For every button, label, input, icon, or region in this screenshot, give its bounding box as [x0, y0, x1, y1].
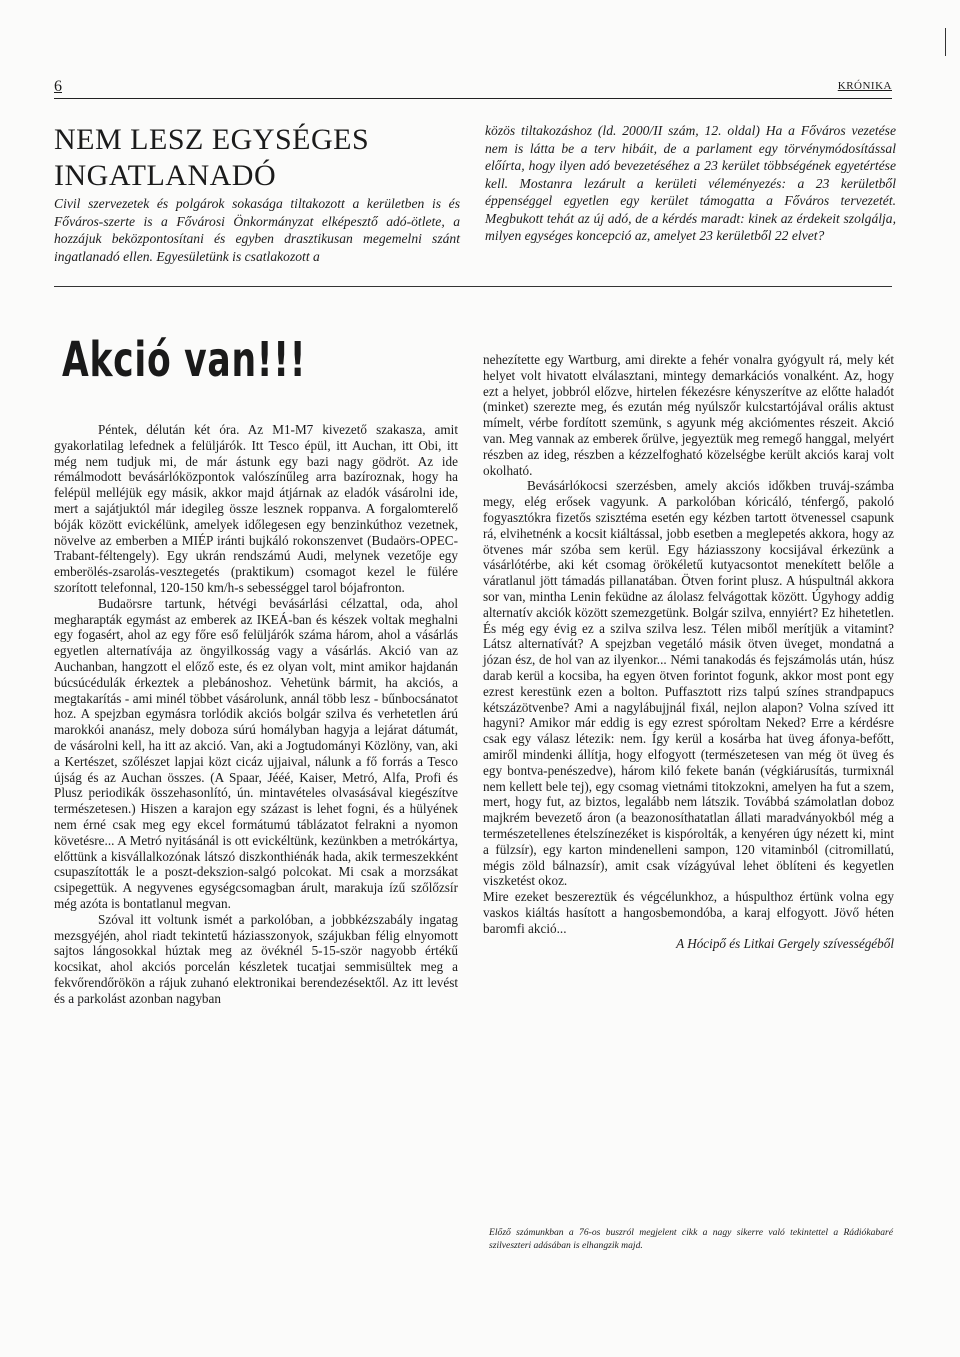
akcio-headline: Akció van!!! [62, 332, 307, 388]
body-column-right [483, 352, 894, 952]
header-rule [54, 98, 892, 99]
body-paragraph: nehezítette egy Wartburg, ami direkte a fehér vonalra gyógyult rá, mely két helyet volt hivatott elválasztani, mintegy demarkációs vonalként. Az, hogy ezt a helyet, jobbról előzve, hirtelen fékezésre kényszerítve az előtte haladót (minket) szerezte meg, és ezután még nyúlszőr kulcstartójával orális aktust mímelt, vérbe fordított szemünk, s agyunk még akciómentes részeit. Akció van. Meg vannak az emberek őrülve, jegyeztük meg remegő hanggal, melyért részben az ideg, részben a kézzelfogható közelségbe került akciós karaj volt okolható. [483, 352, 894, 478]
article-signature: A Hócipő és Litkai Gergely szívességéből [676, 936, 894, 952]
body-paragraph: Szóval itt voltunk ismét a parkolóban, a jobbkézszabály ingatag mezsgyéjén, ahol riadt tekintetű háziasszonyok, szájukban félig elnyomott sajtos lángosokkal húztak meg az övéknél 5-15-ször nagyobb értékű kocsikat, ahol akciós porcelán készletek tucatjai semmisültek meg a fekvőrendőrökön a rájuk zuhanó elektronikai berendezésektől. Az itt levést és a parkolást azonban nagyban [54, 911, 458, 1006]
body-paragraph: Bevásárlókocsi szerzésben, amely akciós időkben truváj-számba megy, elég erősek vagyunk. A parkolóban kóricáló, ténfergő, pakoló fogyasztókra fizetős szisztéma esetén egy kézben tartott ötvenessel csapunk rá, elvihetnénk a kocsit kiáltással, jobb esetben a meglepetés akkora, hogy az ötvenes már szóba sem kerül. Egy háziasszony kocsijával érkezünk a vásárlótérbe, aki két csomag örökéletű kutyacsontot menekített belőle a váratlanul jött támadás pillanatában. Ötven forint plusz. A húspultnál akkora sor van, mintha Lenin feküdne az álolasz felvágottak között. Úgyhogy addig alternatív akciók között szemezgetünk. Bolgár szilva, ennyiért? Ez hihetetlen. És még egy évig ez a szilva szilva lesz. Télen miből merítjük a vitamint? Látsz alternatívát? A spejzban vegetáló másik ötven üveget, mondatná a józan ész, de hol van az ilyenkor... Némi tanakodás és fejszámolás után, húsz darab kerül a kocsiba, ha egyen ötven forintot fogunk, akkor most pont egy ezrest kerestünk ezen a bolton. Puffasztott rizs talpú színes strandpapucs kétszázötvenbe? Ami a nagylábujjnál fixál, nejlon alapon? Volna szíved itt hagyni? Amikor már eddig is egy ezrest spóroltam Neked? Erre a kérdésre csak egy válasz létezik: nem. Így kerül a kosárba hat üveg áfonya-befőtt, amiről mindenki állítja, hogy elfogyott (természetesen van még öt üveg és egy bontva-penészedve), három kiló fekete banán (végkiárusítás, turmixnál nem kellett bele tej), egy csomag vietnámi titokzokni, amelyen ha fut a szem, mert, hogy fut, az biztos, legalább nem látszik. Továbbá számolatlan doboz majkrém bevezető áron (a beazonosíthatatlan állati maradványokból még a természetellenes ételszínezéket is kispórolták, a kenyéren úgy nézett ki, mint a fülzsír), egy karton mindenelleni sampon, 120 vitaminból (citromillatú, mégis zöld bálnazsír), amit csak vízágyúval lehet öblíteni és kegyetlen viszketést okoz. [483, 478, 894, 889]
section-divider [54, 286, 892, 287]
body-paragraph: Mire ezeket beszereztük és végcélunkhoz, a húspulthoz értünk volna egy vaskos kiáltás hasított a hangosbemondóba, a karaj elfogyott. Jövő héten baromfi akció... [483, 889, 894, 936]
section-label: KRÓNIKA [837, 80, 892, 92]
article-title: NEM LESZ EGYSÉGES INGATLANADÓ [54, 123, 370, 192]
article-lead-continued: közös tiltakozáshoz (ld. 2000/II szám, 12. oldal) Ha a Főváros vezetése nem is látta be a terv hibáit, de a parlament egy törvénymódosítással előírta, hogy ilyen adó bevezetéséhez a 23 kerület többségének egyetértése kell. Mostanra lezárult a kerületi véleményezés: a 23 kerületből éppenséggel egyetlen egy kerület támogatta a Főváros tervezetét. Megbukott tehát az új adó, de a kérdés maradt: kinek az érdekeit szolgálja, milyen egységes koncepció az, amelyet 23 kerületből 22 elvet? [485, 123, 896, 243]
body-paragraph: Péntek, délután két óra. Az M1-M7 kivezető szakasza, amit gyakorlatilag lefednek a felüljárók. Itt Tesco épül, itt Auchan, itt Obi, itt még nem tudjuk mi, de már ástunk egy bazi nagy gödröt. Az ide rémálmodott bevásárlóközpontok valószínűleg arra bazíroznak, hogy ha felépül melléjük egy másik, akkor majd átjárnak az eladók vásárolni ide, mert a sajátjuktól már idegileg össze lesznek roppanva. A forgalomterelő bóják között evickélünk, amelyek időlegesen egy benzinkúthoz vezetnek, növelve az emberben a MIÉP iránti bujkáló rokonszenvet (Budaörs-OPEC-Trabant-féltengely). Egy ukrán rendszámú Audi, melynek vezetője egy emberölés-zsarolás-vesztegetés (praktikum) csomagot kezel le fülére szorított telefonnal, 120-150 km/h-s sebességgel tarol bójafronton. [54, 422, 458, 595]
edge-mark [945, 28, 946, 56]
article-lead: Civil szervezetek és polgárok sokasága tiltakozott a kerületben is és Főváros-szerte is a Fővárosi Önkormányzat elképesztő adó-ötlete, a hozzájuk beközpontosítani és egyben drasztikusan megemelni szánt ingatlanadó ellen. Egyesületünk is csatlakozott a [54, 196, 460, 264]
footnote: Előző számunkban a 76-os buszról megjelent cikk a nagy sikerre való tekintettel a Rádiókabaré szilveszteri adásában is elhangzik majd. [489, 1227, 893, 1251]
body-column-left [54, 422, 458, 1006]
body-paragraph: Budaörsre tartunk, hétvégi bevásárlási célzattal, oda, ahol megharapták egymást az emberek az IKEÁ-ban és készek voltak meghalni egy fogasért, ahol az egy főre eső felüljárók száma három, ahol a vásárlás egyetlen alternatívája az öngyilkosság vagy a vásárlás. Akció van az Auchanban, hangzott el előző este, és ez olyan volt, mint amikor hajdanán búcsúcédulák érkeztek a plebánoshoz. Vehetünk bármit, ha akciós, a megtakarítás - ami minél többet vásárolunk, annál több lesz - bűnbocsánatot hoz. A spejzban egymásra torlódik akciós bolgár szilva és verhetetlen árú marokkói ananász, mely doboza súrú homályban hagyja a lejárat dátumát, de vásárolni kell, ha itt az akció. Van, aki a Jogtudományi Közlöny, van, aki a Kertészet, szőlészet lapjai közt cicáz ujjaival, nálunk a fő forrás a Tesco újság és az Auchan összes. (A Spaar, Jééé, Kaiser, Metró, Alfa, Profi és Plusz periodikák összehasonlító, ún. mintavételes olvasásával kiegészítve természetesen.) Hiszen a karajon egy százast is lehet fogni, és a hülyének nem érné csak meg egy ekcel formátumú táblázatot felrakni a nyomon követésre... A Metró nyitásánál is ott evickéltünk, kezünkben a metrókártya, előttünk a kisvállalkozónak látszó diszkonthiénák hada, akik termeszekként csupaszították le a poszt-dekszion-salgó polcokat. Mi csak a morzsákat csipegettük. A negyvenes egységcsomagban árult, marakuja ízű szőlőzsír még azóta is bontatlanul megvan. [54, 595, 458, 911]
page-number: 6 [54, 78, 62, 95]
